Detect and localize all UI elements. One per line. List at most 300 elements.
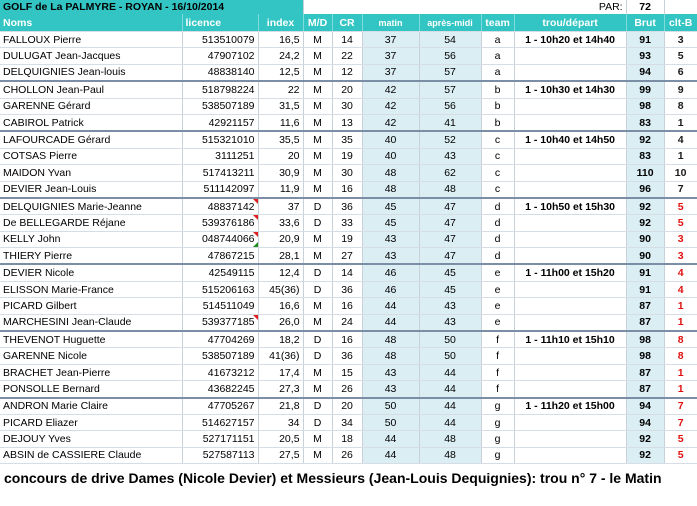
brut-score: 94 [626, 398, 664, 415]
index-cell: 17,4 [258, 364, 303, 380]
header-clt-b: clt-B [664, 14, 697, 32]
index-cell: 16,5 [258, 32, 303, 48]
morning-score: 43 [362, 381, 419, 398]
table-row [0, 32, 697, 48]
md-cell: D [303, 281, 332, 297]
licence-cell: 47705267 [182, 398, 258, 415]
brut-score: 110 [626, 165, 664, 181]
brut-score: 92 [626, 131, 664, 148]
morning-score: 44 [362, 447, 419, 463]
rank-cell: 1 [664, 298, 697, 314]
brut-score: 87 [626, 298, 664, 314]
cr-cell: 30 [332, 165, 362, 181]
md-cell: M [303, 364, 332, 380]
brut-score: 98 [626, 98, 664, 114]
morning-score: 44 [362, 298, 419, 314]
index-cell: 26,0 [258, 314, 303, 331]
team-cell: f [481, 381, 514, 398]
cr-cell: 34 [332, 414, 362, 430]
afternoon-score: 45 [419, 281, 481, 297]
tee-time-cell [514, 281, 626, 297]
afternoon-score: 54 [419, 32, 481, 48]
player-name: ELISSON Marie-France [0, 281, 182, 297]
licence-cell: 515321010 [182, 131, 258, 148]
afternoon-score: 43 [419, 148, 481, 164]
rank-cell: 6 [664, 64, 697, 81]
table-row [0, 348, 697, 364]
player-name: LAFOURCADE Gérard [0, 131, 182, 148]
table-row [0, 414, 697, 430]
tee-time-cell [514, 414, 626, 430]
header-index: index [258, 14, 303, 32]
tee-time-cell [514, 181, 626, 198]
afternoon-score: 45 [419, 264, 481, 281]
afternoon-score: 44 [419, 398, 481, 415]
md-cell: M [303, 298, 332, 314]
rank-cell: 7 [664, 181, 697, 198]
cr-cell: 35 [332, 131, 362, 148]
morning-score: 50 [362, 398, 419, 415]
tee-time-cell [514, 114, 626, 131]
tee-time-cell [514, 48, 626, 64]
header-trou-depart: trou/départ [514, 14, 626, 32]
licence-cell: 517413211 [182, 165, 258, 181]
table-row [0, 281, 697, 297]
morning-score: 48 [362, 331, 419, 348]
morning-score: 43 [362, 364, 419, 380]
cr-cell: 24 [332, 314, 362, 331]
player-name: DEVIER Jean-Louis [0, 181, 182, 198]
morning-score: 43 [362, 231, 419, 247]
player-name: MAIDON Yvan [0, 165, 182, 181]
licence-cell: 511142097 [182, 181, 258, 198]
rank-cell: 1 [664, 314, 697, 331]
afternoon-score: 56 [419, 98, 481, 114]
header-licence: licence [182, 14, 258, 32]
licence-cell: 48837142 [182, 198, 258, 215]
player-name: PONSOLLE Bernard [0, 381, 182, 398]
licence-cell: 513510079 [182, 32, 258, 48]
team-cell: e [481, 298, 514, 314]
brut-score: 91 [626, 281, 664, 297]
morning-score: 37 [362, 64, 419, 81]
team-cell: g [481, 447, 514, 463]
par-label: PAR: [303, 0, 626, 14]
team-cell: b [481, 114, 514, 131]
index-cell: 27,5 [258, 447, 303, 463]
table-row [0, 431, 697, 447]
table-row [0, 198, 697, 215]
afternoon-score: 47 [419, 198, 481, 215]
rank-cell: 9 [664, 81, 697, 98]
table-row [0, 248, 697, 265]
table-row [0, 364, 697, 380]
md-cell: M [303, 98, 332, 114]
afternoon-score: 62 [419, 165, 481, 181]
tee-time-cell [514, 148, 626, 164]
index-cell: 31,5 [258, 98, 303, 114]
rank-cell: 1 [664, 381, 697, 398]
morning-score: 48 [362, 348, 419, 364]
cr-cell: 36 [332, 348, 362, 364]
licence-cell: 41673212 [182, 364, 258, 380]
brut-score: 92 [626, 198, 664, 215]
rank-cell: 1 [664, 148, 697, 164]
team-cell: d [481, 248, 514, 265]
title-row [0, 0, 697, 14]
header-row [0, 14, 697, 32]
rank-cell: 8 [664, 331, 697, 348]
cr-cell: 36 [332, 198, 362, 215]
morning-score: 37 [362, 48, 419, 64]
tee-time-cell: 1 - 10h50 et 15h30 [514, 198, 626, 215]
blank-cell [664, 0, 697, 14]
team-cell: e [481, 314, 514, 331]
index-cell: 27,3 [258, 381, 303, 398]
brut-score: 92 [626, 447, 664, 463]
cr-cell: 20 [332, 398, 362, 415]
cr-cell: 33 [332, 215, 362, 231]
licence-cell: 539376186 [182, 215, 258, 231]
page-title: GOLF de La PALMYRE - ROYAN - 16/10/2014 [0, 0, 303, 14]
table-row [0, 98, 697, 114]
player-name: MARCHESINI Jean-Claude [0, 314, 182, 331]
brut-score: 87 [626, 314, 664, 331]
team-cell: e [481, 281, 514, 297]
player-name: GARENNE Gérard [0, 98, 182, 114]
header-md: M/D [303, 14, 332, 32]
tee-time-cell: 1 - 11h20 et 15h00 [514, 398, 626, 415]
cr-cell: 22 [332, 48, 362, 64]
cr-cell: 16 [332, 331, 362, 348]
md-cell: M [303, 32, 332, 48]
licence-cell: 43682245 [182, 381, 258, 398]
player-name: ABSIN de CASSIERE Claude [0, 447, 182, 463]
par-value: 72 [626, 0, 664, 14]
morning-score: 45 [362, 215, 419, 231]
tee-time-cell [514, 364, 626, 380]
cr-cell: 12 [332, 64, 362, 81]
team-cell: g [481, 414, 514, 430]
player-name: PICARD Eliazer [0, 414, 182, 430]
player-name: CABIROL Patrick [0, 114, 182, 131]
rank-cell: 5 [664, 431, 697, 447]
morning-score: 50 [362, 414, 419, 430]
md-cell: M [303, 431, 332, 447]
table-row [0, 181, 697, 198]
team-cell: b [481, 98, 514, 114]
team-cell: g [481, 398, 514, 415]
licence-cell: 48838140 [182, 64, 258, 81]
table-row [0, 331, 697, 348]
rank-cell: 3 [664, 248, 697, 265]
header-noms: Noms [0, 14, 182, 32]
header-apres-midi: après-midi [419, 14, 481, 32]
index-cell: 20 [258, 148, 303, 164]
team-cell: d [481, 215, 514, 231]
player-name: DEJOUY Yves [0, 431, 182, 447]
cr-cell: 16 [332, 298, 362, 314]
tee-time-cell: 1 - 11h00 et 15h20 [514, 264, 626, 281]
team-cell: b [481, 81, 514, 98]
cr-cell: 14 [332, 264, 362, 281]
afternoon-score: 44 [419, 364, 481, 380]
licence-cell: 47907102 [182, 48, 258, 64]
md-cell: D [303, 414, 332, 430]
index-cell: 28,1 [258, 248, 303, 265]
team-cell: d [481, 198, 514, 215]
player-name: ANDRON Marie Claire [0, 398, 182, 415]
rank-cell: 7 [664, 398, 697, 415]
rank-cell: 10 [664, 165, 697, 181]
licence-cell: 3111251 [182, 148, 258, 164]
licence-cell: 538507189 [182, 98, 258, 114]
cr-cell: 30 [332, 98, 362, 114]
md-cell: M [303, 131, 332, 148]
licence-cell: 42921157 [182, 114, 258, 131]
afternoon-score: 48 [419, 447, 481, 463]
brut-score: 96 [626, 181, 664, 198]
md-cell: D [303, 398, 332, 415]
table-row [0, 264, 697, 281]
md-cell: D [303, 215, 332, 231]
tee-time-cell: 1 - 10h20 et 14h40 [514, 32, 626, 48]
index-cell: 45(36) [258, 281, 303, 297]
team-cell: f [481, 348, 514, 364]
header-cr: CR [332, 14, 362, 32]
licence-cell: 048744066 [182, 231, 258, 247]
table-row [0, 398, 697, 415]
rank-cell: 7 [664, 414, 697, 430]
cr-cell: 15 [332, 364, 362, 380]
index-cell: 24,2 [258, 48, 303, 64]
player-name: DEVIER Nicole [0, 264, 182, 281]
licence-cell: 538507189 [182, 348, 258, 364]
licence-cell: 539377185 [182, 314, 258, 331]
md-cell: M [303, 381, 332, 398]
table-row [0, 298, 697, 314]
afternoon-score: 43 [419, 298, 481, 314]
afternoon-score: 56 [419, 48, 481, 64]
tee-time-cell [514, 98, 626, 114]
brut-score: 98 [626, 348, 664, 364]
morning-score: 46 [362, 281, 419, 297]
brut-score: 92 [626, 215, 664, 231]
tee-time-cell: 1 - 10h30 et 14h30 [514, 81, 626, 98]
team-cell: a [481, 48, 514, 64]
brut-score: 98 [626, 331, 664, 348]
cr-cell: 16 [332, 181, 362, 198]
brut-score: 93 [626, 48, 664, 64]
md-cell: D [303, 348, 332, 364]
rank-cell: 5 [664, 198, 697, 215]
brut-score: 83 [626, 148, 664, 164]
tee-time-cell [514, 231, 626, 247]
md-cell: M [303, 447, 332, 463]
afternoon-score: 57 [419, 64, 481, 81]
afternoon-score: 48 [419, 181, 481, 198]
tee-time-cell [514, 431, 626, 447]
index-cell: 22 [258, 81, 303, 98]
morning-score: 37 [362, 32, 419, 48]
tee-time-cell [514, 348, 626, 364]
rank-cell: 4 [664, 281, 697, 297]
morning-score: 48 [362, 181, 419, 198]
afternoon-score: 48 [419, 431, 481, 447]
player-name: PICARD Gilbert [0, 298, 182, 314]
morning-score: 42 [362, 98, 419, 114]
table-row [0, 447, 697, 463]
player-name: COTSAS Pierre [0, 148, 182, 164]
player-name: GARENNE Nicole [0, 348, 182, 364]
md-cell: M [303, 48, 332, 64]
team-cell: f [481, 364, 514, 380]
rank-cell: 5 [664, 215, 697, 231]
cr-cell: 36 [332, 281, 362, 297]
md-cell: M [303, 165, 332, 181]
tee-time-cell [514, 165, 626, 181]
team-cell: c [481, 165, 514, 181]
cr-cell: 26 [332, 381, 362, 398]
tee-time-cell [514, 64, 626, 81]
md-cell: D [303, 264, 332, 281]
cr-cell: 20 [332, 81, 362, 98]
tee-time-cell [514, 314, 626, 331]
morning-score: 46 [362, 264, 419, 281]
table-row [0, 114, 697, 131]
rank-cell: 4 [664, 264, 697, 281]
cr-cell: 27 [332, 248, 362, 265]
afternoon-score: 44 [419, 381, 481, 398]
afternoon-score: 47 [419, 231, 481, 247]
team-cell: c [481, 131, 514, 148]
index-cell: 12,5 [258, 64, 303, 81]
player-name: BRACHET Jean-Pierre [0, 364, 182, 380]
index-cell: 34 [258, 414, 303, 430]
team-cell: d [481, 231, 514, 247]
afternoon-score: 41 [419, 114, 481, 131]
team-cell: c [481, 148, 514, 164]
md-cell: M [303, 231, 332, 247]
rank-cell: 3 [664, 231, 697, 247]
licence-cell: 42549115 [182, 264, 258, 281]
afternoon-score: 43 [419, 314, 481, 331]
morning-score: 42 [362, 81, 419, 98]
licence-cell: 515206163 [182, 281, 258, 297]
team-cell: c [481, 181, 514, 198]
licence-cell: 514627157 [182, 414, 258, 430]
header-matin: matin [362, 14, 419, 32]
tee-time-cell: 1 - 10h40 et 14h50 [514, 131, 626, 148]
licence-cell: 47704269 [182, 331, 258, 348]
brut-score: 90 [626, 248, 664, 265]
index-cell: 35,5 [258, 131, 303, 148]
table-row [0, 64, 697, 81]
index-cell: 33,6 [258, 215, 303, 231]
rank-cell: 5 [664, 447, 697, 463]
md-cell: M [303, 148, 332, 164]
player-name: DULUGAT Jean-Jacques [0, 48, 182, 64]
brut-score: 92 [626, 431, 664, 447]
morning-score: 42 [362, 114, 419, 131]
rank-cell: 5 [664, 48, 697, 64]
player-name: KELLY John [0, 231, 182, 247]
tee-time-cell [514, 381, 626, 398]
table-row [0, 148, 697, 164]
brut-score: 94 [626, 64, 664, 81]
rank-cell: 4 [664, 131, 697, 148]
afternoon-score: 47 [419, 248, 481, 265]
table-row [0, 215, 697, 231]
md-cell: M [303, 64, 332, 81]
brut-score: 87 [626, 381, 664, 398]
afternoon-score: 47 [419, 215, 481, 231]
tee-time-cell [514, 215, 626, 231]
morning-score: 44 [362, 314, 419, 331]
index-cell: 41(36) [258, 348, 303, 364]
header-team: team [481, 14, 514, 32]
team-cell: f [481, 331, 514, 348]
afternoon-score: 50 [419, 348, 481, 364]
table-row [0, 165, 697, 181]
md-cell: M [303, 114, 332, 131]
rank-cell: 1 [664, 114, 697, 131]
index-cell: 18,2 [258, 331, 303, 348]
licence-cell: 527587113 [182, 447, 258, 463]
tee-time-cell [514, 298, 626, 314]
afternoon-score: 52 [419, 131, 481, 148]
md-cell: M [303, 81, 332, 98]
index-cell: 37 [258, 198, 303, 215]
table-row [0, 131, 697, 148]
cr-cell: 13 [332, 114, 362, 131]
index-cell: 16,6 [258, 298, 303, 314]
table-row [0, 231, 697, 247]
index-cell: 21,8 [258, 398, 303, 415]
md-cell: D [303, 198, 332, 215]
team-cell: g [481, 431, 514, 447]
licence-cell: 518798224 [182, 81, 258, 98]
team-cell: a [481, 64, 514, 81]
player-name: FALLOUX Pierre [0, 32, 182, 48]
md-cell: D [303, 331, 332, 348]
morning-score: 40 [362, 131, 419, 148]
table-row [0, 314, 697, 331]
rank-cell: 3 [664, 32, 697, 48]
index-cell: 30,9 [258, 165, 303, 181]
brut-score: 91 [626, 32, 664, 48]
player-name: De BELLEGARDE Réjane [0, 215, 182, 231]
index-cell: 11,6 [258, 114, 303, 131]
brut-score: 90 [626, 231, 664, 247]
morning-score: 40 [362, 148, 419, 164]
table-row [0, 381, 697, 398]
brut-score: 83 [626, 114, 664, 131]
index-cell: 20,9 [258, 231, 303, 247]
index-cell: 12,4 [258, 264, 303, 281]
cr-cell: 14 [332, 32, 362, 48]
footer-note: concours de drive Dames (Nicole Devier) et Messieurs (Jean-Louis Dequignies): trou n° 7 - le Matin [4, 470, 662, 486]
brut-score: 99 [626, 81, 664, 98]
morning-score: 43 [362, 248, 419, 265]
morning-score: 44 [362, 431, 419, 447]
cr-cell: 26 [332, 447, 362, 463]
brut-score: 94 [626, 414, 664, 430]
rank-cell: 8 [664, 98, 697, 114]
md-cell: M [303, 181, 332, 198]
player-name: THEVENOT Huguette [0, 331, 182, 348]
afternoon-score: 50 [419, 331, 481, 348]
